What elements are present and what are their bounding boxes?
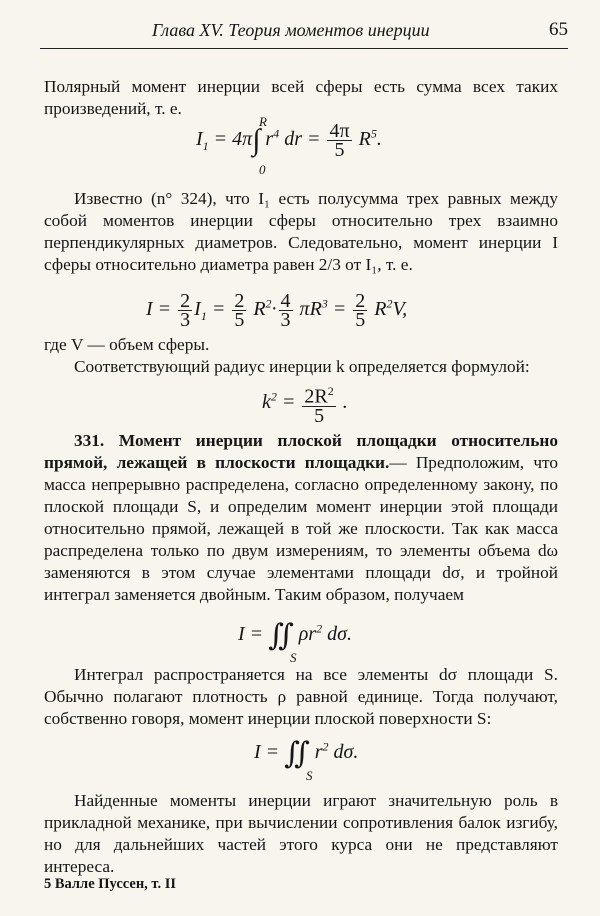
equation-polar-moment	[196, 114, 382, 177]
section-331	[44, 430, 558, 606]
upper-limit: R	[259, 114, 267, 129]
equation-plane-moment-density: I = ∬ $\rho r^2$ dσ. S	[238, 619, 352, 665]
equation-diameter-moment: I = $\frac{2}{3}$ $I_1$ = $\frac{2}{5}$ $R^2\cdot$ $\frac{4}{3}$ $\pi R^3$ = $\frac{2}{5}$ $R^2V$,	[146, 290, 408, 331]
paragraph-polar-moment: Полярный момент инерции всей сферы есть сумма всех таких произведений, т. е.	[44, 77, 558, 118]
equation-plane-moment: I = ∬ $r^2$ dσ. S	[254, 737, 359, 783]
eq1-content: $I_1 = 4\pi\int$ $r^4$ dr = $\frac{4\pi}{5}$ $R^5$.	[196, 120, 382, 161]
paragraph-applications: Найденные моменты инерции играют значительную роль в прикладной механике, при вычислении сопротивления балок изгибу, но для дальнейших частей этого курса они не представляют интереса.	[44, 791, 558, 876]
paragraph-known-sum: Известно (n° 324), что I₁ есть полусумма трех равных между собой моментов инерции сферы относительно трех взаимно перпендикулярных диаметров. Следовательно, момент инерции I сферы относительно диаметра равен 2/3 от I₁, т. е.	[44, 189, 558, 274]
integral-domain-s2: S	[306, 768, 313, 783]
paragraph-gyration-radius: Соответствующий радиус инерции k определяется формулой:	[74, 357, 530, 376]
section-331-heading: 331. Момент инерции плоской площадки относительно прямой, лежащей в плоскости площадки.	[44, 431, 558, 472]
integral-domain-s: S	[290, 650, 297, 665]
equation-gyration-radius: $k^2$ = $\frac{2R^2}{5}$ .	[262, 384, 348, 427]
paragraph-volume: где V — объем сферы.	[44, 335, 210, 354]
page-number: 65	[549, 19, 568, 40]
running-header	[40, 16, 568, 49]
chapter-title: Глава XV. Теория моментов инерции	[152, 20, 430, 40]
section-331-body: — Предположим, что масса непрерывно распределена, согласно определенному закону, по плоской площади S, и определим момент инерции этой площади относительно прямой, лежащей в той же плоскости. Так как масса распределена только по двум измерениям, то элементы объема dω заменяются в этом случае элементами площади dσ, и тройной интеграл заменяется двойным. Таким образом, получаем	[44, 453, 558, 604]
printer-signature: 5 Валле Пуссен, т. II	[44, 876, 176, 892]
paragraph-integral-domain: Интеграл распространяется на все элементы dσ площади S. Обычно полагают плотность ρ равной единице. Тогда получают, собственно говоря, момент инерции плоской поверхности S:	[44, 665, 558, 728]
lower-limit: 0	[259, 162, 266, 177]
